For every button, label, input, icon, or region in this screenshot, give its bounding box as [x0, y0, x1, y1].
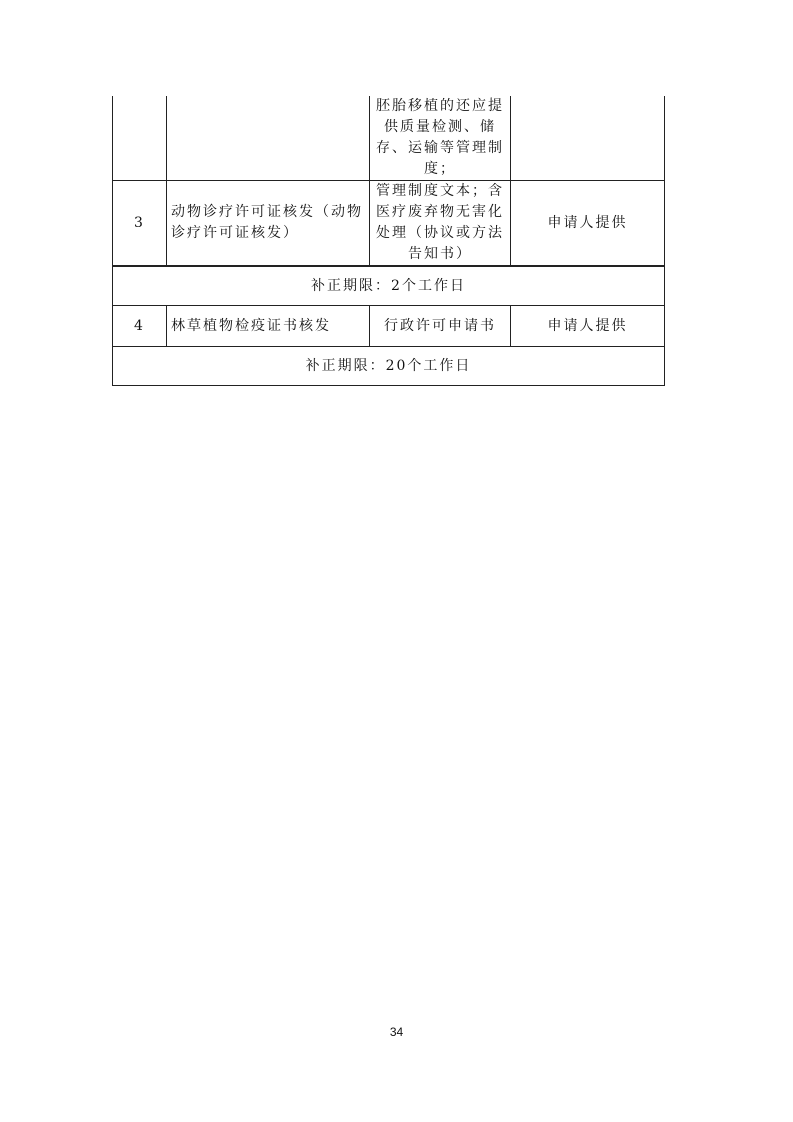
row-number-cell: 4: [113, 306, 167, 347]
table-row: [113, 181, 665, 267]
item-name-cell: 动物诊疗许可证核发（动物诊疗许可证核发）: [167, 181, 370, 267]
table-row: [113, 306, 665, 347]
source-cell: 申请人提供: [511, 306, 665, 347]
item-name-cell: [167, 96, 370, 181]
deadline-row: [113, 347, 665, 386]
source-cell: [511, 96, 665, 181]
item-name-cell: 林草植物检疫证书核发: [167, 306, 370, 347]
source-cell: 申请人提供: [511, 181, 665, 267]
material-cell: 管理制度文本；含医疗废弃物无害化处理（协议或方法告知书）: [370, 181, 511, 267]
page-number: 34: [389, 1025, 404, 1039]
deadline-note: 补正期限：20个工作日: [113, 347, 665, 386]
deadline-note: 补正期限：2个工作日: [113, 266, 665, 306]
material-cell: 胚胎移植的还应提供质量检测、储存、运输等管理制度；: [370, 96, 511, 181]
row-number-cell: 3: [113, 181, 167, 267]
table-row: [113, 96, 665, 181]
material-cell: 行政许可申请书: [370, 306, 511, 347]
deadline-row: [113, 266, 665, 306]
materials-table: [112, 96, 665, 386]
row-number-cell: [113, 96, 167, 181]
